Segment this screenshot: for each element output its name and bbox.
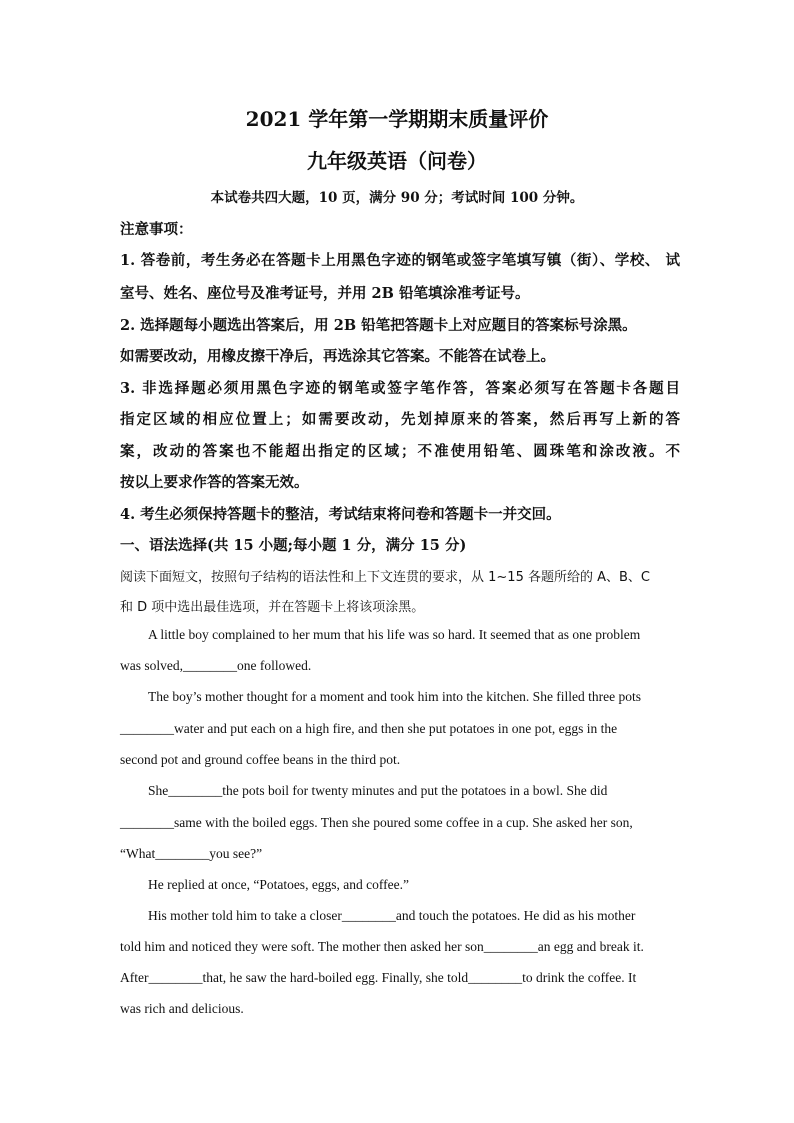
section-instructions: 和 D 项中选出最佳选项，并在答题卡上将该项涂黑。: [120, 600, 425, 615]
passage-line: A little boy complained to her mum that his life was so hard. It seemed that as one problem: [148, 627, 641, 642]
section-instructions: 阅读下面短文，按照句子结构的语法性和上下文连贯的要求，从 1~15 各题所给的 A、B、C: [120, 570, 650, 585]
passage-line: He replied at once, “Potatoes, eggs, and coffee.”: [148, 877, 410, 892]
passage-line: She________the pots boil for twenty minutes and put the potatoes in a bowl. She did: [148, 783, 608, 798]
notes-line: 指定区域的相应位置上；如需要改动，先划掉原来的答案，然后再写上新的答: [120, 411, 680, 428]
passage-line: was rich and delicious.: [120, 1001, 244, 1016]
notes-line: 4. 考生必须保持答题卡的整洁，考试结束将问卷和答题卡一并交回。: [120, 506, 561, 523]
notes-line: 按以上要求作答的答案无效。: [120, 474, 309, 491]
exam-title: 2021 学年第一学期期末质量评价: [245, 107, 549, 131]
passage-line: The boy’s mother thought for a moment and took him into the kitchen. She filled three pots: [148, 689, 642, 704]
notes-line: 3. 非选择题必须用黑色字迹的钢笔或签字笔作答，答案必须写在答题卡各题目: [120, 380, 680, 397]
exam-summary: 本试卷共四大题，10 页，满分 90 分；考试时间 100 分钟。: [210, 190, 584, 206]
passage-line: second pot and ground coffee beans in the third pot.: [120, 752, 401, 767]
notes-heading: 注意事项：: [120, 221, 193, 238]
section-heading: 一、语法选择(共 15 小题;每小题 1 分，满分 15 分): [120, 537, 467, 554]
notes-line: 2. 选择题每小题选出答案后，用 2B 铅笔把答题卡上对应题目的答案标号涂黑。: [120, 317, 637, 334]
passage-line: was solved,________one followed.: [120, 658, 312, 673]
passage-line: After________that, he saw the hard-boiled egg. Finally, she told________to drink the coffee. It: [120, 970, 637, 985]
exam-subtitle: 九年级英语（问卷）: [307, 149, 487, 173]
passage-line: His mother told him to take a closer________and touch the potatoes. He did as his mother: [148, 908, 636, 923]
notes-line: 1. 答卷前，考生务必在答题卡上用黑色字迹的钢笔或签字笔填写镇（街）、学校、 试: [120, 252, 680, 269]
notes-line: 如需要改动，用橡皮擦干净后，再选涂其它答案。不能答在试卷上。: [120, 348, 555, 365]
notes-line: 案，改动的答案也不能超出指定的区域；不准使用铅笔、圆珠笔和涂改液。不: [120, 443, 680, 460]
passage-line: ________water and put each on a high fire, and then she put potatoes in one pot, eggs in the: [120, 721, 618, 736]
passage-line: told him and noticed they were soft. The mother then asked her son________an egg and break it.: [120, 939, 644, 954]
passage-line: ________same with the boiled eggs. Then she poured some coffee in a cup. She asked her son,: [120, 815, 633, 830]
notes-line: 室号、姓名、座位号及准考证号，并用 2B 铅笔填涂准考证号。: [120, 285, 530, 302]
passage-line: “What________you see?”: [120, 846, 263, 861]
